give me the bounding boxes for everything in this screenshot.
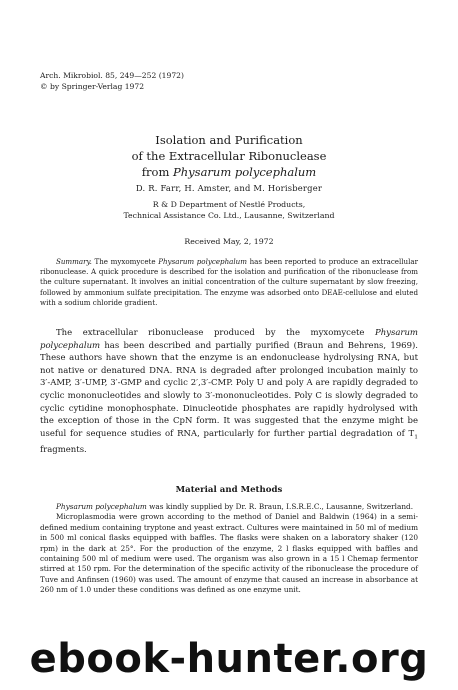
intro-species: Physarum polycephalum [40,328,418,351]
intro-paragraph [40,327,418,457]
title-line-3 [0,164,458,180]
summary-species: Physarum polycephalum [158,257,247,266]
author-list: D. R. Farr, H. Amster, and M. Horisberger [135,183,323,193]
title-line-1: Isolation and Purification [155,133,303,147]
paper-title [0,132,458,180]
intro-subscript: 1 [414,433,418,441]
affiliation-line-1: R & D Department of Nestlé Products, [152,200,306,209]
methods-section [40,502,418,596]
citation-copyright: © by Springer-Verlag 1972 [40,82,145,91]
methods-paragraph-2: Microplasmodia were grown according to the method of Daniel and Baldwin (1964) in a semi-defined medium containing tryptone and yeast extract. Cultures were maintained in 50 ml of medium in 500 ml conical flasks equipped with baffles. The flasks were shaken on a laboratory shaker (120 rpm) in the dark at 25°. For the production of the enzyme, 2 l flasks equipped with baffles and containing 500 ml of medium were used. The organism was also grown in a 15 l Chemap fermentor stirred at 150 rpm. For the determination of the specific activity of the ribonuclease the procedure of Tuve and Anfinsen (1960) was used. The amount of enzyme that caused an increase in absorbance at 260 nm of 1.0 under these conditions was defined as one enzyme unit. [40,512,418,595]
journal-citation [40,70,184,92]
affiliation [0,199,458,221]
summary-text-b: has been reported to produce an extracellular ribonuclease. A quick procedure is described for the isolation and purification of the ribonuclease from the culture supernatant. It involves an initial concentration of the culture supernatant by slow freezing, followed by ammonium sulfate precipitation. The enzyme was adsorbed onto DEAE-cellulose and eluted with a sodium chloride gradient. [40,257,418,307]
methods-species: Physarum polycephalum [56,502,147,511]
citation-journal: Arch. Mikrobiol. 85, 249—252 (1972) [40,71,184,80]
watermark-text: ebook-hunter.org [29,636,429,682]
intro-text-a: The extracellular ribonuclease produced by the myxomycete [56,328,375,338]
summary-lead: Summary. [56,257,92,266]
affiliation-line-2: Technical Assistance Co. Ltd., Lausanne, Switzerland [123,211,335,220]
summary-text-a: The myxomycete [91,257,159,266]
section-heading: Material and Methods [175,485,283,495]
methods-text-1: was kindly supplied by Dr. R. Braun, I.S.R.E.C., Lausanne, Switzerland. [146,502,414,511]
title-line-3-prefix: from [141,165,174,179]
intro-text-b: has been described and partially purified (Braun and Behrens, 1969). These authors have shown that the enzyme is an endonuclease hydrolysing RNA, but not native or denatured DNA. RNA is degraded after prolonged incubation mainly to 3′-AMP, 3′-UMP, 3′-GMP and cyclic 2′,3′-CMP. Poly U and poly A are rapidly degraded to cyclic mononucleotides and slowly to 3′-mononucleotides. Poly C is slowly degraded to cyclic cytidine monophosphate. Dinucleotide phosphates are rapidly hydrolysed with the exception of those in the CpN form. It was suggested that the enzyme might be useful for sequence studies of RNA, particularly for further partial degradation of T [40,340,418,439]
received-date: Received May, 2, 1972 [184,237,274,246]
methods-paragraph-1 [40,502,418,512]
summary-paragraph [40,257,418,308]
intro-text-c: fragments. [40,445,87,456]
title-line-2: of the Extracellular Ribonuclease [131,149,327,163]
title-species: Physarum polycephalum [173,165,317,179]
